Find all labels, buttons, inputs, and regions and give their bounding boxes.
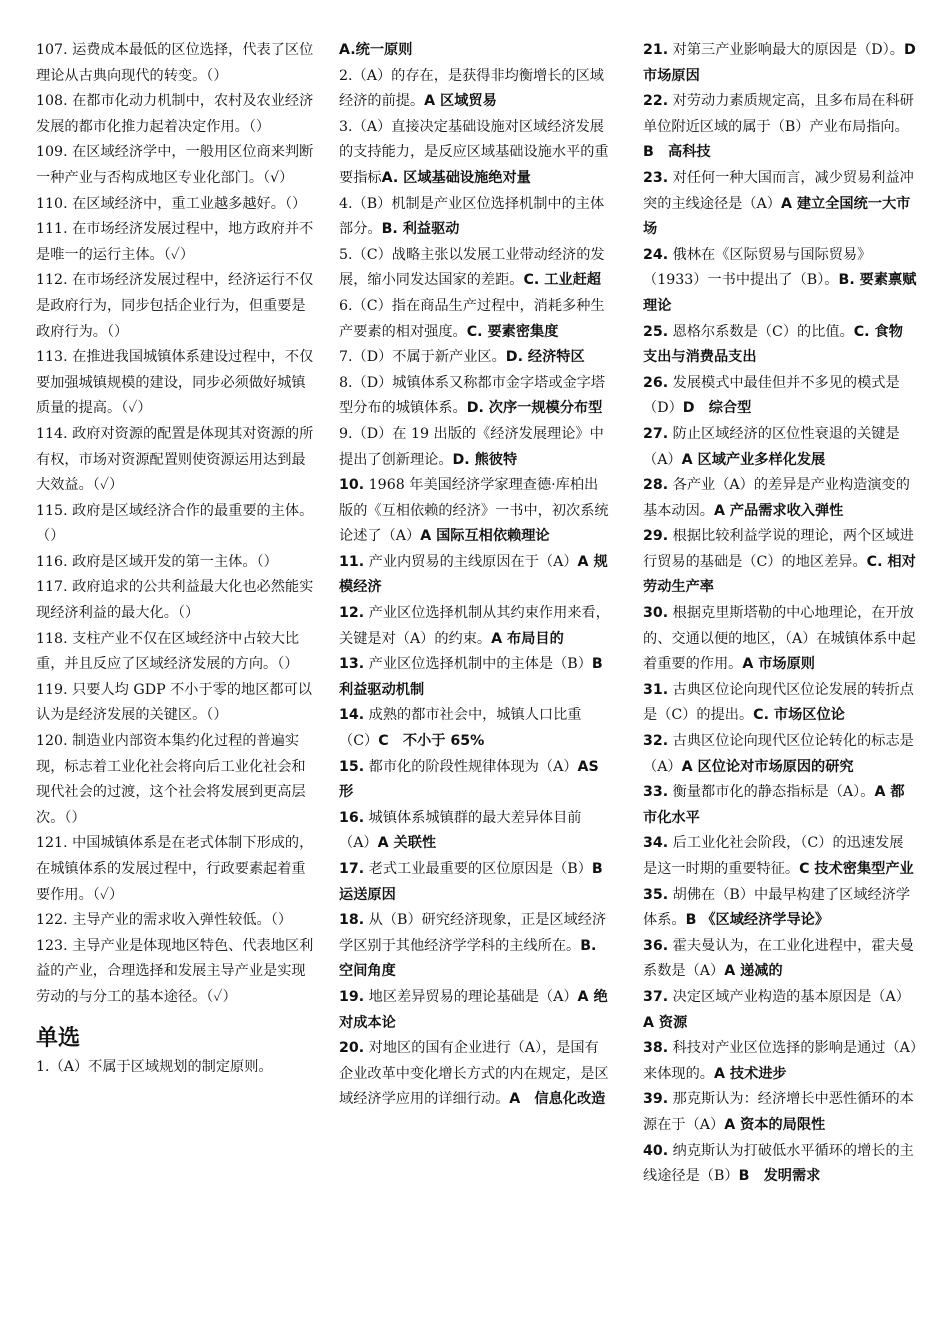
judgement-item-120: 120. 制造业内部资本集约化过程的普遍实现，标志着工业化社会将向后工业化社会和现代社会的过渡，这个社会将发展到更高层次。（） — [36, 733, 306, 826]
single-item-24: 24. 俄林在《区际贸易与国际贸易》（1933）一书中提出了（B）。B. 要素禀赋理论 — [643, 246, 917, 314]
single-item-4: 4.（B）机制是产业区位选择机制中的主体部分。B. 利益驱动 — [339, 195, 605, 238]
judgement-item-114: 114. 政府对资源的配置是体现其对资源的所有权，市场对资源配置则使资源运用达到最大效益。（✓） — [36, 425, 314, 494]
single-item-40: 40. 纳克斯认为打破低水平循环的增长的主线途径是（B）B 发明需求 — [643, 1142, 914, 1185]
single-item-25: 25. 恩格尔系数是（C）的比值。C. 食物支出与消费品支出 — [643, 323, 903, 366]
judgement-item-116: 116. 政府是区域开发的第一主体。（） — [36, 553, 278, 570]
single-item-5: 5.（C）战略主张以发展工业带动经济的发展，缩小同发达国家的差距。C. 工业赶超 — [339, 246, 605, 289]
judgement-item-107: 107. 运费成本最低的区位选择，代表了区位理论从古典向现代的转变。（） — [36, 42, 314, 84]
column-1 — [36, 38, 316, 1080]
judgement-item-108: 108. 在都市化动力机制中，农村及农业经济发展的都市化推力起着决定作用。（） — [36, 93, 314, 135]
single-item-14: 14. 成熟的都市社会中，城镇人口比重（C）C 不小于 65% — [339, 707, 582, 750]
single-item-3: 3.（A）直接决定基础设施对区域经济发展的支持能力，是反应区域基础设施水平的重要指标A. 区域基础设施绝对量 — [339, 118, 609, 186]
single-item-6: 6.（C）指在商品生产过程中，消耗多种生产要素的相对强度。C. 要素密集度 — [339, 297, 605, 340]
single-item-28: 28. 各产业（A）的差异是产业构造演变的基本动因。A 产品需求收入弹性 — [643, 477, 910, 519]
single-item-37: 37. 决定区域产业构造的基本原因是（A）A 资源 — [643, 988, 910, 1031]
judgement-item-110: 110. 在区域经济中，重工业越多越好。（） — [36, 195, 307, 212]
single-item-16: 16. 城镇体系城镇群的最大差异体目前（A）A 关联性 — [339, 809, 582, 852]
single-item-27: 27. 防止区域经济的区位性衰退的关键是（A）A 区域产业多样化发展 — [643, 425, 900, 468]
single-item-33: 33. 衡量都市化的静态指标是（A）。A 都市化水平 — [643, 784, 905, 826]
single-item-32: 32. 古典区位论向现代区位论转化的标志是（A）A 区位论对市场原因的研究 — [643, 733, 914, 775]
single-item-9: 9.（D）在 19 出版的《经济发展理论》中提出了创新理论。D. 熊彼特 — [339, 425, 604, 468]
single-item-34: 34. 后工业化社会阶段，（C）的迅速发展是这一时期的重要特征。C 技术密集型产业 — [643, 835, 914, 877]
single-item-15: 15. 都市化的阶段性规律体现为（A）AS 形 — [339, 758, 599, 801]
single-item-35: 35. 胡佛在（B）中最早构建了区域经济学体系。B 《区域经济学导论》 — [643, 886, 911, 929]
column-2 — [339, 38, 617, 1113]
judgement-item-123: 123. 主导产业是体现地区特色、代表地区利益的产业，合理选择和发展主导产业是实现劳动的与分工的基本途径。（✓） — [36, 937, 314, 1005]
single-item-21: 21. 对第三产业影响最大的原因是（D）。D 市场原因 — [643, 42, 916, 84]
single-item-10: 10. 1968 年美国经济学家理查德·库柏出版的《互相依赖的经济》一书中，初次系统论述了（A）A 国际互相依赖理论 — [339, 477, 609, 545]
judgement-item-122: 122. 主导产业的需求收入弹性较低。（） — [36, 912, 293, 929]
single-item-2: 2.（A）的存在，是获得非均衡增长的区域经济的前提。A 区域贸易 — [339, 67, 604, 110]
single-item-20: 20. 对地区的国有企业进行（A），是国有企业改革中变化增长方式的内在规定，是区域经济学应用的详细行动。A 信息化改造 — [339, 1040, 609, 1108]
single-item-36: 36. 霍夫曼认为，在工业化进程中，霍夫曼系数是（A）A 递减的 — [643, 937, 914, 980]
judgement-item-117: 117. 政府追求的公共利益最大化也必然能实现经济利益的最大化。（） — [36, 579, 314, 622]
single-item-31: 31. 古典区位论向现代区位论发展的转折点是（C）的提出。C. 市场区位论 — [643, 681, 914, 724]
single-item-7: 7.（D）不属于新产业区。D. 经济特区 — [339, 349, 585, 366]
single-item-1-answer: A.统一原则 — [339, 42, 413, 58]
single-item-11: 11. 产业内贸易的主线原因在于（A）A 规模经济 — [339, 553, 608, 596]
single-item-38: 38. 科技对产业区位选择的影响是通过（A）来体现的。A 技术进步 — [643, 1040, 917, 1082]
column-3 — [643, 38, 917, 1190]
judgement-item-115: 115. 政府是区域经济合作的最重要的主体。（） — [36, 502, 314, 545]
judgement-item-111: 111. 在市场经济发展过程中，地方政府并不是唯一的运行主体。（✓） — [36, 221, 314, 263]
single-item-1: 1.（A）不属于区域规划的制定原则。 — [36, 1058, 273, 1075]
judgement-item-119: 119. 只要人均 GDP 不小于零的地区都可以认为是经济发展的关键区。（） — [36, 681, 312, 724]
single-item-29: 29. 根据比较利益学说的理论，两个区域进行贸易的基础是（C）的地区差异。C. 相对劳动生产率 — [643, 528, 916, 596]
judgement-item-113: 113. 在推进我国城镇体系建设过程中，不仅要加强城镇规模的建设，同步必须做好城镇质量的提高。（✓） — [36, 349, 314, 417]
single-item-19: 19. 地区差异贸易的理论基础是（A）A 绝对成本论 — [339, 988, 608, 1031]
single-item-22: 22. 对劳动力素质规定高，且多布局在科研单位附近区域的属于（B）产业布局指向。B 高科技 — [643, 93, 914, 161]
judgement-item-121: 121. 中国城镇体系是在老式体制下形成的，在城镇体系的发展过程中，行政要素起着重要作用。（✓） — [36, 835, 314, 903]
judgement-item-109: 109. 在区域经济学中，一般用区位商来判断一种产业与否构成地区专业化部门。（√） — [36, 144, 314, 186]
single-item-8: 8.（D）城镇体系又称都市金字塔或金字塔型分布的城镇体系。D. 次序一规模分布型 — [339, 374, 606, 417]
single-item-30: 30. 根据克里斯塔勒的中心地理论，在开放的、交通以便的地区，（A）在城镇体系中起着重要的作用。A 市场原则 — [643, 605, 916, 673]
single-item-39: 39. 那克斯认为：经济增长中恶性循环的本源在于（A）A 资本的局限性 — [643, 1091, 914, 1133]
judgement-item-118: 118. 支柱产业不仅在区域经济中占较大比重，并且反应了区域经济发展的方向。（） — [36, 630, 300, 673]
single-item-23: 23. 对任何一种大国而言，减少贸易利益冲突的主线途径是（A）A 建立全国统一大市场 — [643, 169, 914, 238]
single-item-26: 26. 发展模式中最佳但并不多见的模式是（D）D 综合型 — [643, 374, 900, 417]
single-item-12: 12. 产业区位选择机制从其约束作用来看，关键是对（A）的约束。A 布局目的 — [339, 605, 610, 647]
judgement-item-112: 112. 在市场经济发展过程中，经济运行不仅是政府行为，同步包括企业行为，但重要是政府行为。（） — [36, 272, 314, 340]
section-heading-single-choice: 单选 — [36, 1025, 81, 1051]
single-item-17: 17. 老式工业最重要的区位原因是（B）B 运送原因 — [339, 861, 617, 903]
single-item-13: 13. 产业区位选择机制中的主体是（B）B 利益驱动机制 — [339, 656, 617, 698]
single-item-18: 18. 从（B）研究经济现象，正是区域经济学区别于其他经济学学科的主线所在。B. 空间角度 — [339, 912, 607, 980]
